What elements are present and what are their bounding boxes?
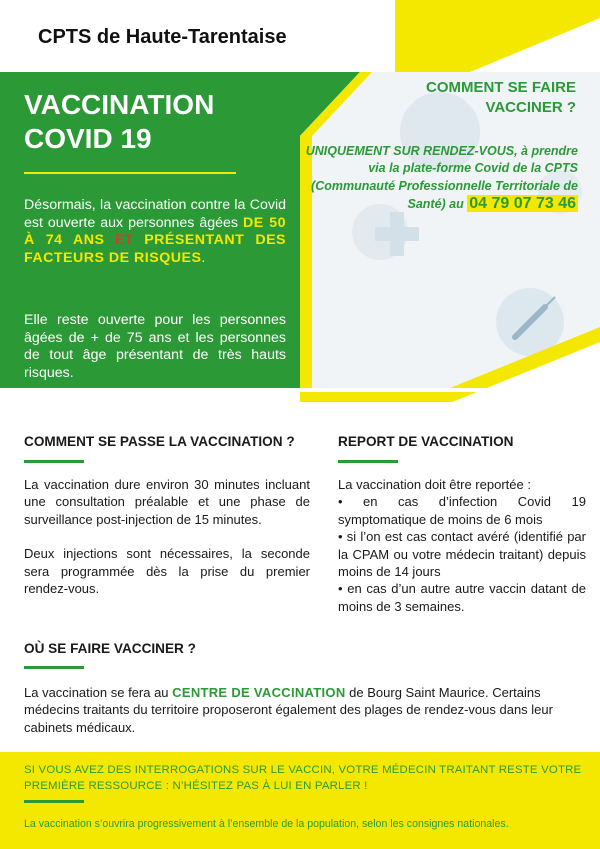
where-text bbox=[24, 684, 584, 736]
org-title: CPTS de Haute-Tarentaise bbox=[38, 26, 287, 48]
report-list bbox=[338, 476, 586, 615]
hero-p1-risk: PRÉSENTANT DES FACTEURS DE RISQUES bbox=[24, 232, 286, 266]
hero-paragraph-eligibility bbox=[24, 197, 286, 267]
hero-p1-text: Désormais, la vaccination contre la Covid est ouverte aux personnes âgées bbox=[24, 197, 286, 231]
report-item-1: • en cas d’infection Covid 19 symptomatique de moins de 6 mois bbox=[338, 494, 586, 527]
hero-paragraph-other: Elle reste ouverte pour les personnes âgées de + de 75 ans et les personnes de tout âge présentant de très hauts risques. bbox=[24, 312, 286, 381]
where-title: OÙ SE FAIRE VACCINER ? bbox=[24, 641, 196, 656]
footer-bar bbox=[24, 800, 84, 803]
hero-p1-age-range: DE 50 À 74 ANS bbox=[24, 214, 286, 249]
process-paragraph-1: La vaccination dure environ 30 minutes incluant une consultation préalable et une phase de surveillance post-injection de 15 minutes. bbox=[24, 477, 310, 527]
how-to-get-vaccinated-body bbox=[300, 143, 578, 214]
process-text bbox=[24, 476, 310, 614]
hero-title-line1: VACCINATION bbox=[24, 89, 215, 120]
vaccination-center: CENTRE DE VACCINATION bbox=[172, 685, 346, 700]
report-intro: La vaccination doit être reportée : bbox=[338, 477, 531, 492]
process-paragraph-2: Deux injections sont nécessaires, la seconde sera programmée dès la prise du premier rendez-vous. bbox=[24, 546, 310, 597]
footer-note: La vaccination s’ouvrira progressivement à l’ensemble de la population, selon les consignes nationales. bbox=[24, 818, 509, 830]
where-text-b: de Bourg Saint Maurice. Certains médecins traitants du territoire proposeront également des plages de rendez-vous dans leur cabinets médicaux. bbox=[24, 685, 553, 735]
report-item-3: • en cas d’un autre autre vaccin datant de moins de 3 semaines. bbox=[338, 581, 586, 614]
where-text-a: La vaccination se fera au bbox=[24, 685, 173, 700]
hero-p1-et: ET bbox=[115, 232, 134, 249]
hero-bottom-stripe bbox=[0, 388, 600, 408]
report-title-bar bbox=[338, 460, 398, 463]
how-to-get-vaccinated-title: COMMENT SE FAIRE VACCINER ? bbox=[425, 79, 576, 116]
hero-title-line2: COVID 19 bbox=[24, 123, 152, 154]
report-item-2: • si l’on est cas contact avéré (identifié par la CPAM ou votre médecin traitant) depuis moins de 14 jours bbox=[338, 529, 586, 580]
process-title-bar bbox=[24, 460, 84, 463]
report-title: REPORT DE VACCINATION bbox=[338, 434, 514, 449]
hero-divider bbox=[24, 172, 236, 174]
where-title-bar bbox=[24, 666, 84, 669]
process-title: COMMENT SE PASSE LA VACCINATION ? bbox=[24, 434, 295, 449]
phone-number[interactable]: 04 79 07 73 46 bbox=[469, 195, 576, 213]
how-body-text: UNIQUEMENT SUR RENDEZ-VOUS, à prendre via la plate-forme Covid de la CPTS (Communauté Professionnelle Territoriale de Santé) au bbox=[305, 144, 578, 212]
footer-message: SI VOUS AVEZ DES INTERROGATIONS SUR LE VACCIN, VOTRE MÉDECIN TRAITANT RESTE VOTRE PREMIÈRE RESSOURCE : N’HÉSITEZ PAS À LUI EN PARLER ! bbox=[24, 764, 582, 792]
hero-p1-end: . bbox=[201, 249, 206, 266]
hero-title bbox=[24, 88, 304, 156]
